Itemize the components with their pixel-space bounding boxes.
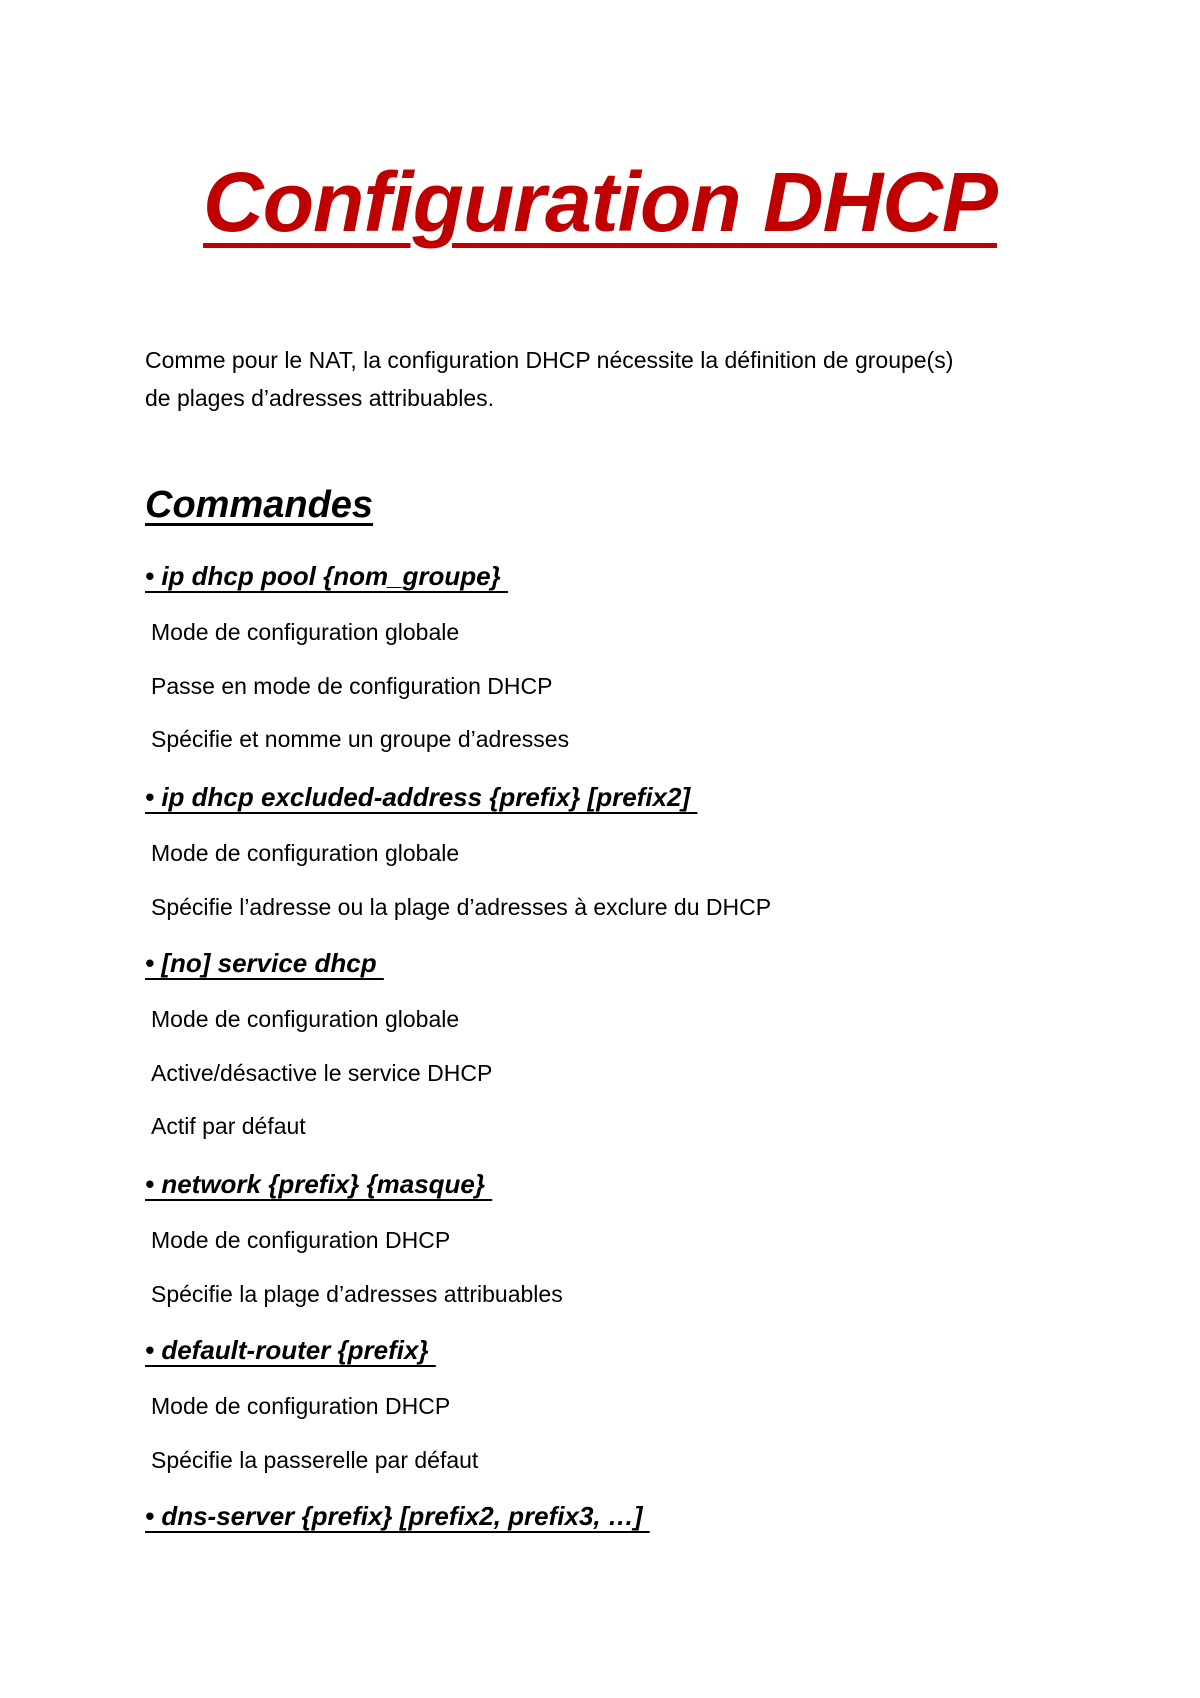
command-heading: • dns-server {prefix} [prefix2, prefix3, …]	[145, 1501, 650, 1531]
intro-line-2: de plages d’adresses attribuables.	[145, 385, 495, 411]
command-description-line: Active/désactive le service DHCP	[151, 1060, 493, 1086]
intro-line-1: Comme pour le NAT, la configuration DHCP nécessite la définition de groupe(s)	[145, 347, 954, 373]
command-description-line: Passe en mode de configuration DHCP	[151, 673, 553, 699]
command-description-line: Spécifie la plage d’adresses attribuables	[151, 1281, 563, 1307]
command-description-line: Mode de configuration DHCP	[151, 1393, 451, 1419]
command-heading: • default-router {prefix}	[145, 1335, 436, 1365]
command-description-line: Mode de configuration globale	[151, 840, 460, 866]
command-heading: • [no] service dhcp	[145, 948, 384, 978]
command-description-line: Spécifie la passerelle par défaut	[151, 1447, 479, 1473]
intro-paragraph	[145, 341, 1105, 417]
command-heading: • ip dhcp excluded-address {prefix} [prefix2]	[145, 782, 698, 812]
command-description-line: Mode de configuration globale	[151, 1006, 460, 1032]
command-heading: • ip dhcp pool {nom_groupe}	[145, 561, 508, 591]
command-heading: • network {prefix} {masque}	[145, 1169, 493, 1199]
command-description-line: Spécifie l’adresse ou la plage d’adresses à exclure du DHCP	[151, 894, 772, 920]
command-description-line: Mode de configuration DHCP	[151, 1227, 451, 1253]
command-description-line: Spécifie et nomme un groupe d’adresses	[151, 726, 570, 752]
command-description-line: Mode de configuration globale	[151, 619, 460, 645]
command-description-line: Actif par défaut	[151, 1113, 306, 1139]
page-title: Configuration DHCP	[203, 155, 997, 249]
section-heading-commandes: Commandes	[145, 484, 374, 526]
